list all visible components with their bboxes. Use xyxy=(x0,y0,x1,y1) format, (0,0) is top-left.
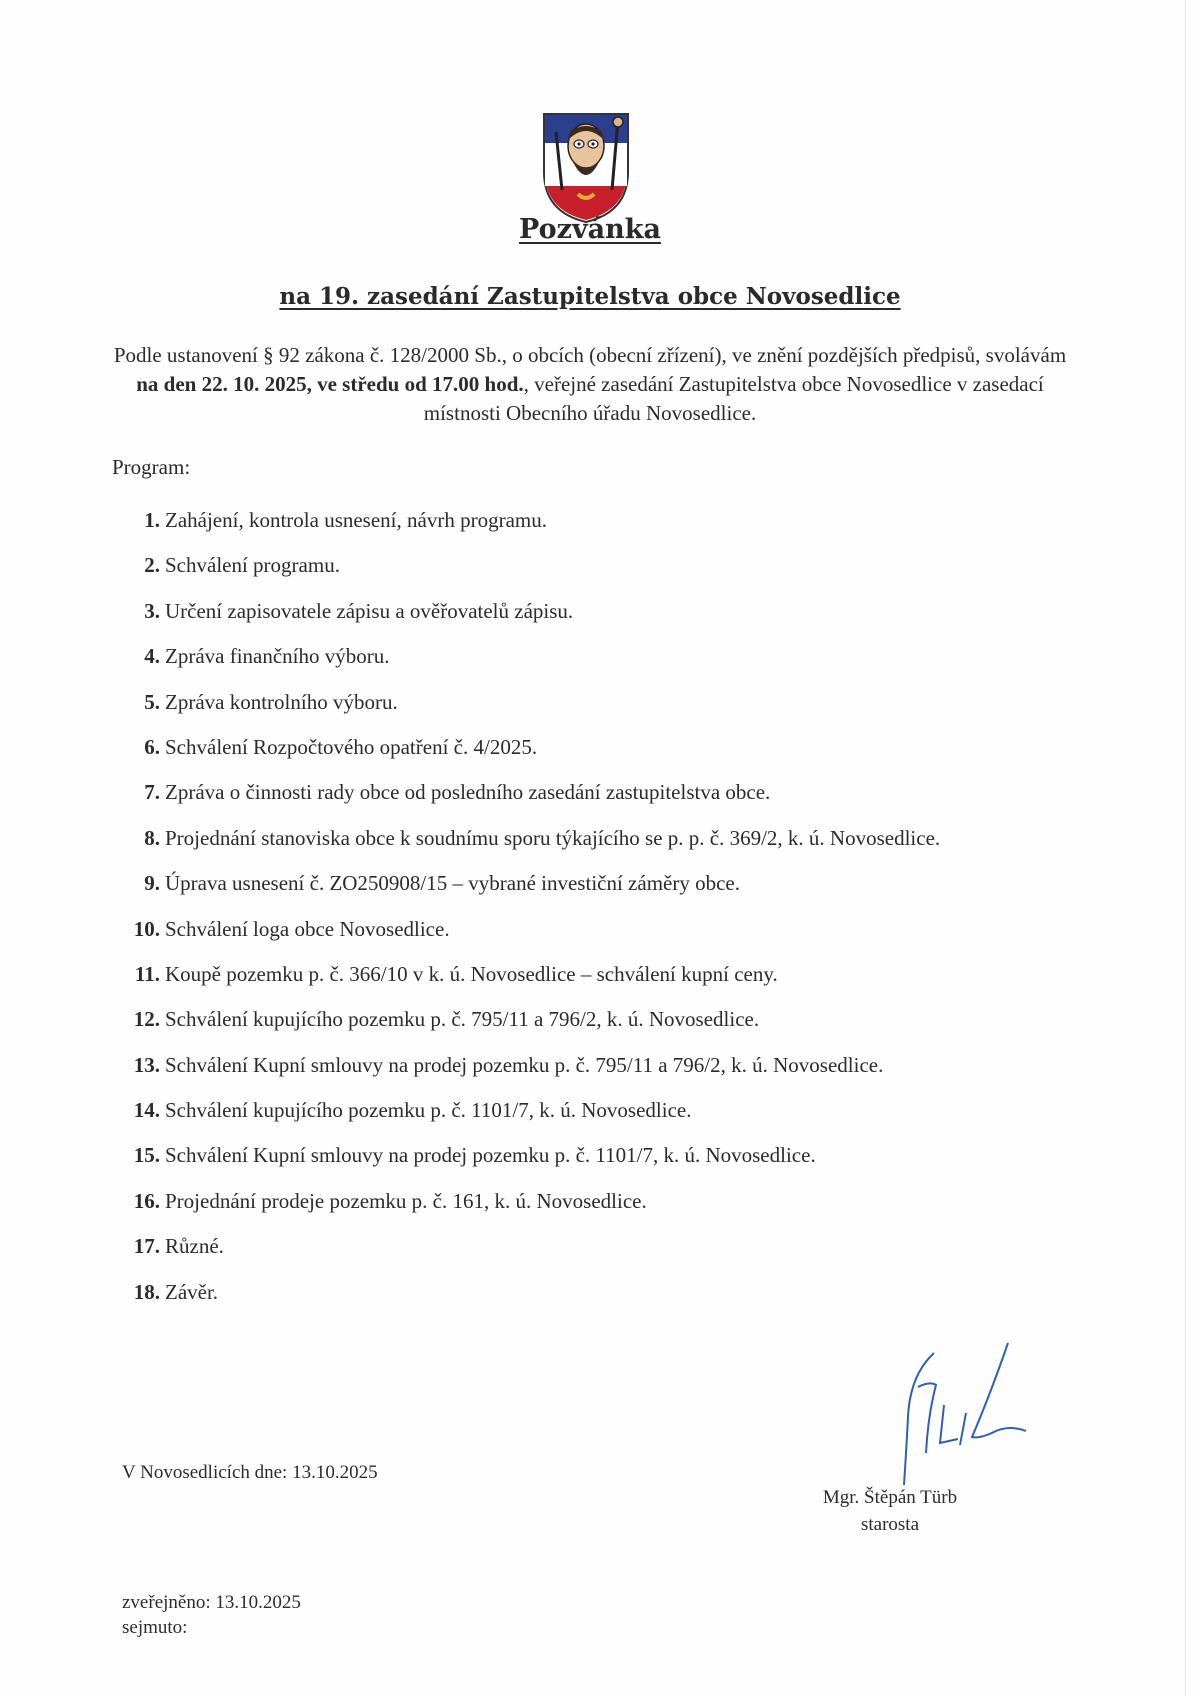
agenda-item-text: Schválení loga obce Novosedlice. xyxy=(165,916,450,941)
agenda-item-text: Zpráva kontrolního výboru. xyxy=(165,689,398,714)
agenda-item xyxy=(122,553,940,598)
published-date: zveřejněno: 13.10.2025 xyxy=(122,1592,301,1613)
agenda-item xyxy=(122,1053,940,1098)
agenda-item-number: 8. xyxy=(144,825,160,850)
removed-date: sejmuto: xyxy=(122,1617,188,1638)
agenda-list xyxy=(122,508,940,1325)
agenda-item-text: Úprava usnesení č. ZO250908/15 – vybrané investiční záměry obce. xyxy=(165,871,740,896)
agenda-item-number: 5. xyxy=(144,689,160,714)
agenda-item-number: 18. xyxy=(133,1279,160,1304)
agenda-item xyxy=(122,599,940,644)
agenda-item-text: Zpráva o činnosti rady obce od posledního zasedání zastupitelstva obce. xyxy=(165,780,771,805)
signer-block xyxy=(790,1484,990,1538)
intro-text-start: Podle ustanovení § 92 zákona č. 128/2000 Sb., o obcích (obecní zřízení), ve znění pozdějších předpisů, svolávám xyxy=(113,343,1067,367)
page-subtitle: na 19. zasedání Zastupitelstva obce Novosedlice xyxy=(279,283,901,310)
agenda-item xyxy=(122,1280,940,1325)
agenda-item-text: Projednání stanoviska obce k soudnímu sporu týkajícího se p. p. č. 369/2, k. ú. Novosedlice. xyxy=(165,825,941,850)
agenda-item-number: 7. xyxy=(144,780,160,805)
agenda-item-text: Závěr. xyxy=(165,1279,219,1304)
agenda-item-number: 4. xyxy=(144,644,160,669)
signature-icon xyxy=(900,1335,1100,1505)
agenda-item xyxy=(122,780,940,825)
agenda-item-text: Různé. xyxy=(165,1234,224,1259)
program-label: Program: xyxy=(112,455,191,479)
agenda-item-number: 12. xyxy=(133,1007,160,1032)
agenda-item xyxy=(122,1189,940,1234)
agenda-item-text: Schválení Rozpočtového opatření č. 4/2025. xyxy=(165,734,538,759)
agenda-item xyxy=(122,644,940,689)
agenda-item-number: 2. xyxy=(144,553,160,578)
intro-paragraph xyxy=(110,341,1070,428)
agenda-item-text: Schválení kupujícího pozemku p. č. 1101/7, k. ú. Novosedlice. xyxy=(165,1098,692,1123)
intro-meeting-date: na den 22. 10. 2025, ve středu od 17.00 hod. xyxy=(136,372,524,396)
agenda-item-text: Zahájení, kontrola usnesení, návrh programu. xyxy=(165,508,547,532)
agenda-item xyxy=(122,1007,940,1052)
agenda-item xyxy=(122,917,940,962)
agenda-item-number: 6. xyxy=(144,734,160,759)
agenda-item-text: Koupě pozemku p. č. 366/10 v k. ú. Novosedlice – schválení kupní ceny. xyxy=(165,961,778,986)
agenda-item-number: 9. xyxy=(144,871,160,896)
agenda-item-number: 11. xyxy=(134,961,160,986)
agenda-item-text: Schválení programu. xyxy=(165,553,340,578)
agenda-item xyxy=(122,690,940,735)
agenda-item-text: Schválení Kupní smlouvy na prodej pozemku p. č. 795/11 a 796/2, k. ú. Novosedlice. xyxy=(165,1052,884,1077)
agenda-item xyxy=(122,1143,940,1188)
publication-info xyxy=(122,1590,301,1640)
signer-role: starosta xyxy=(860,1514,920,1535)
agenda-item xyxy=(122,1098,940,1143)
agenda-item-text: Schválení kupujícího pozemku p. č. 795/11 a 796/2, k. ú. Novosedlice. xyxy=(165,1007,760,1032)
agenda-item xyxy=(122,826,940,871)
intro-text-end: , veřejné zasedání Zastupitelstva obce Novosedlice v zasedací místnosti Obecního úřadu Novosedlice. xyxy=(423,372,1044,425)
agenda-item-text: Zpráva finančního výboru. xyxy=(165,644,390,669)
agenda-item-number: 10. xyxy=(133,916,160,941)
agenda-item xyxy=(122,962,940,1007)
agenda-item-number: 15. xyxy=(133,1143,160,1168)
agenda-item-text: Schválení Kupní smlouvy na prodej pozemku p. č. 1101/7, k. ú. Novosedlice. xyxy=(165,1143,816,1168)
coat-of-arms-icon xyxy=(542,112,630,224)
agenda-item-number: 14. xyxy=(133,1098,160,1123)
agenda-item xyxy=(122,1234,940,1279)
signer-name: Mgr. Štěpán Türb xyxy=(822,1487,958,1508)
agenda-item xyxy=(122,871,940,916)
agenda-item-number: 13. xyxy=(133,1052,160,1077)
agenda-item xyxy=(122,508,940,553)
agenda-item-number: 3. xyxy=(144,598,160,623)
agenda-item-text: Určení zapisovatele zápisu a ověřovatelů zápisu. xyxy=(165,598,574,623)
issue-date: V Novosedlicích dne: 13.10.2025 xyxy=(122,1462,378,1483)
agenda-item-number: 17. xyxy=(133,1234,160,1259)
agenda-item-number: 1. xyxy=(144,508,160,532)
agenda-item xyxy=(122,735,940,780)
scan-edge xyxy=(1185,0,1186,1696)
page-title: Pozvánka xyxy=(519,214,661,245)
agenda-item-number: 16. xyxy=(133,1188,160,1213)
agenda-item-text: Projednání prodeje pozemku p. č. 161, k. ú. Novosedlice. xyxy=(165,1188,647,1213)
